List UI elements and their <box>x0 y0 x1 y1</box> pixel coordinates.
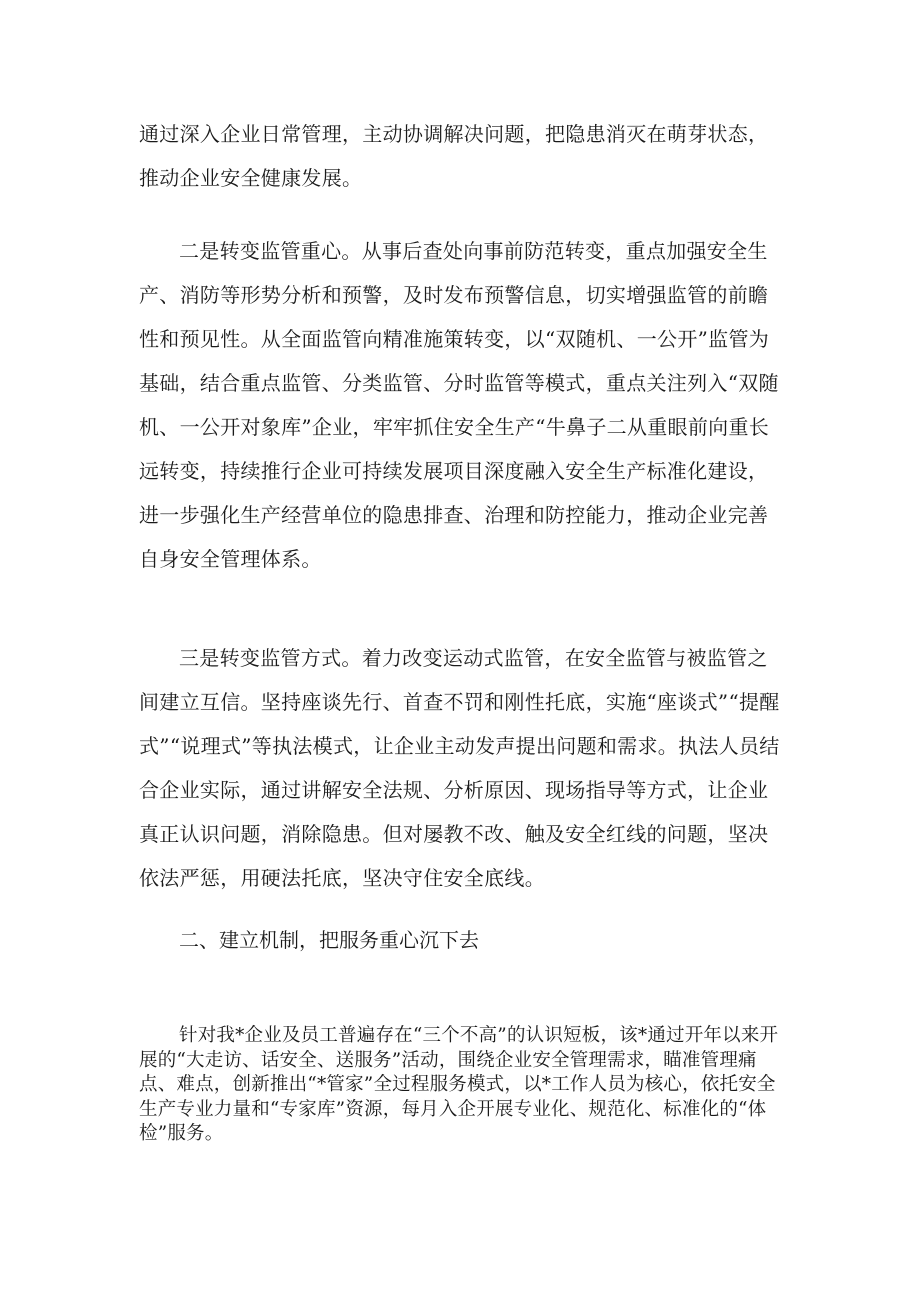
paragraph-shift-supervision-focus: 二是转变监管重心。从事后查处向事前防范转变，重点加强安全生产、消防等形势分析和预警，及时发布预警信息，切实增强监管的前瞻性和预见性。从全面监管向精准施策转变，以“双随机、一公开”监管为基础，结合重点监管、分类监管、分时监管等模式，重点关注列入“双随机、一公开对象库”企业，牢牢抓住安全生产“牛鼻子二从重眼前向重长远转变，持续推行企业可持续发展项目深度融入安全生产标准化建设，进一步强化生产经营单位的隐患排查、治理和防控能力，推动企业完善自身安全管理体系。 <box>139 239 779 571</box>
paragraph-service-mechanism: 针对我*企业及员工普遍存在“三个不高”的认识短板，该*通过开年以来开展的“大走访、话安全、送服务”活动，围绕企业安全管理需求，瞄准管理痛点、难点，创新推出“*管家”全过程服务模式，以*工作人员为核心，依托安全生产专业力量和“专家库”资源，每月入企开展专业化、规范化、标准化的“体检”服务。 <box>139 1025 779 1144</box>
paragraph-continuation: 通过深入企业日常管理，主动协调解决问题，把隐患消灭在萌芽状态，推动企业安全健康发展。 <box>139 122 769 190</box>
paragraph-shift-supervision-method: 三是转变监管方式。着力改变运动式监管，在安全监管与被监管之间建立互信。坚持座谈先行、首查不罚和刚性托底，实施“座谈式”“提醒式”“说理式”等执法模式，让企业主动发声提出问题和需求。执法人员结合企业实际，通过讲解安全法规、分析原因、现场指导等方式，让企业真正认识问题，消除隐患。但对屡教不改、触及安全红线的问题，坚决依法严惩，用硬法托底，坚决守住安全底线。 <box>139 646 780 890</box>
section-heading: 二、建立机制，把服务重心沉下去 <box>179 928 479 952</box>
